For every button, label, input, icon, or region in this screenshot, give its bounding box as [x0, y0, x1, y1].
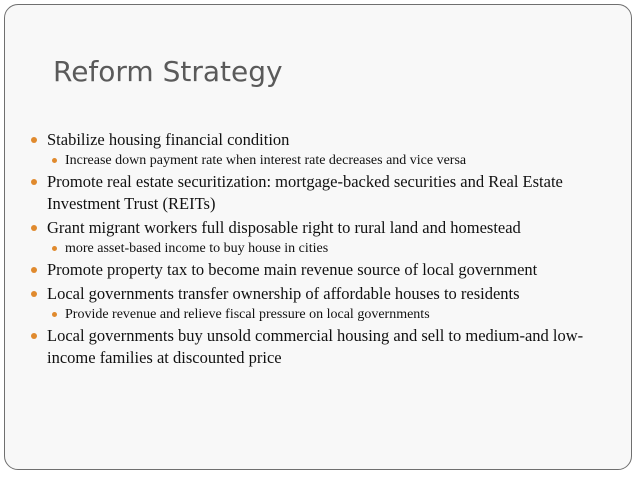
bullet-list — [25, 129, 615, 369]
bullet-dot-icon — [31, 333, 37, 339]
bullet-text: Promote property tax to become main revenue source of local government — [47, 260, 538, 279]
slide-title: Reform Strategy — [53, 55, 283, 88]
bullet-text: Promote real estate securitization: mortgage-backed securities and Real Estate Investment Trust (REITs) — [47, 172, 563, 213]
bullet-text: Grant migrant workers full disposable right to rural land and homestead — [47, 218, 521, 237]
bullet-dot-icon — [31, 179, 37, 185]
bullet-item — [25, 171, 615, 215]
bullet-dot-icon — [52, 312, 57, 317]
bullet-item — [25, 217, 615, 239]
sub-bullet-item — [25, 305, 615, 325]
slide — [4, 4, 632, 470]
sub-bullet-text: more asset-based income to buy house in cities — [65, 241, 329, 256]
sub-bullet-item — [25, 239, 615, 259]
bullet-text: Local governments transfer ownership of affordable houses to residents — [47, 284, 520, 303]
bullet-dot-icon — [31, 291, 37, 297]
bullet-dot-icon — [31, 225, 37, 231]
bullet-dot-icon — [52, 246, 57, 251]
bullet-item — [25, 283, 615, 305]
bullet-item — [25, 259, 615, 281]
sub-bullet-text: Provide revenue and relieve fiscal pressure on local governments — [65, 307, 430, 322]
bullet-dot-icon — [31, 137, 37, 143]
bullet-text: Stabilize housing financial condition — [47, 130, 290, 149]
bullet-dot-icon — [31, 267, 37, 273]
bullet-dot-icon — [52, 158, 57, 163]
sub-bullet-item — [25, 151, 615, 171]
bullet-item — [25, 129, 615, 151]
bullet-text: Local governments buy unsold commercial housing and sell to medium-and low-income families at discounted price — [47, 326, 584, 367]
bullet-item — [25, 325, 615, 369]
sub-bullet-text: Increase down payment rate when interest rate decreases and vice versa — [65, 153, 467, 168]
